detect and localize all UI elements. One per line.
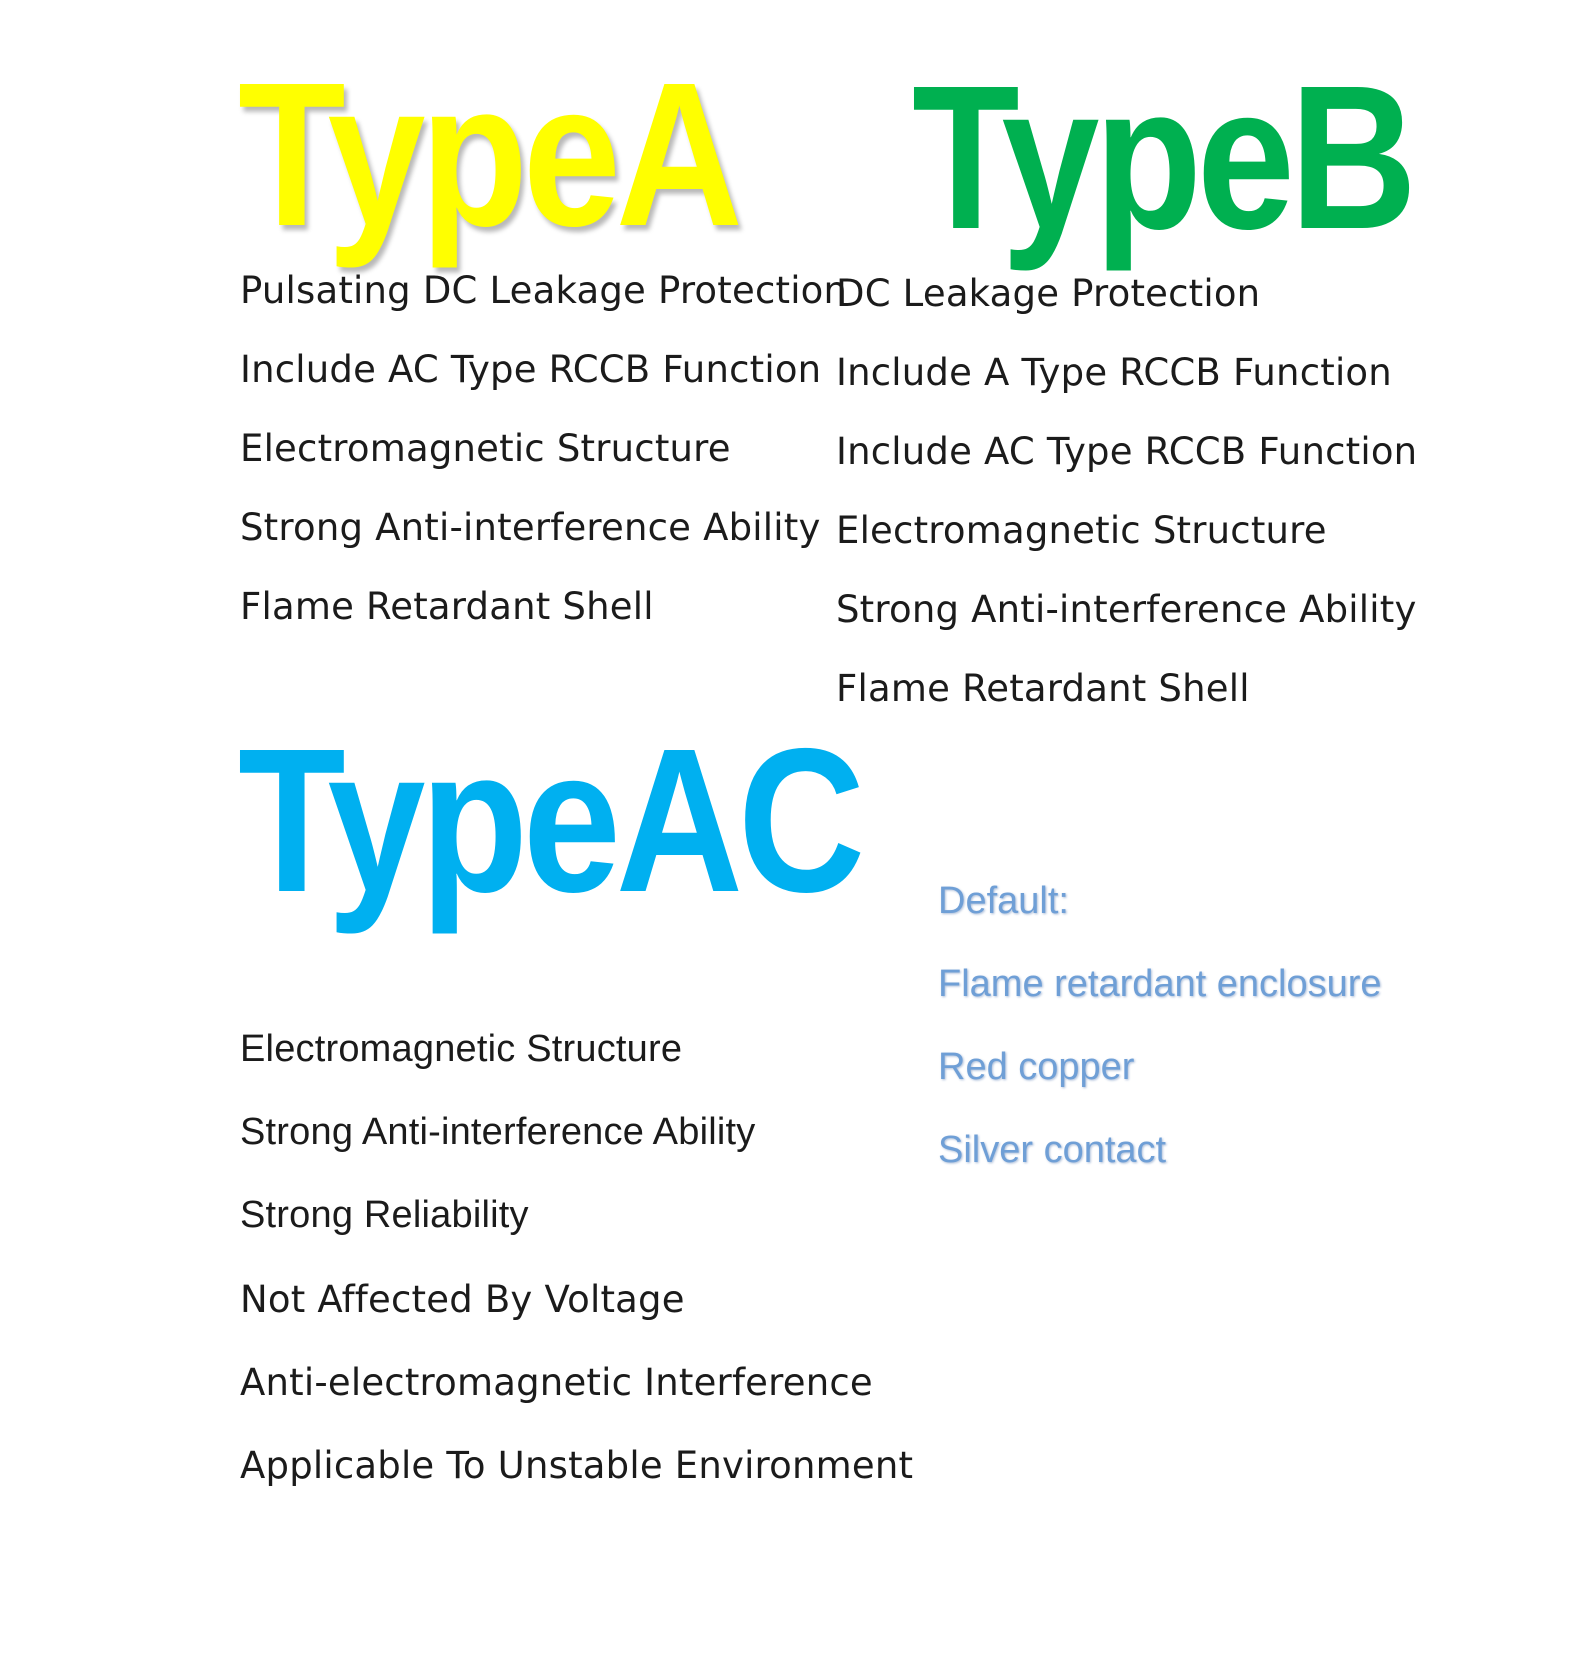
type-b-feature: Include AC Type RCCB Function <box>836 430 1418 473</box>
type-b-feature: Electromagnetic Structure <box>836 509 1327 552</box>
type-b-feature: Include A Type RCCB Function <box>836 351 1392 394</box>
type-ac-feature: Applicable To Unstable Environment <box>240 1444 914 1487</box>
type-ac-feature: Not Affected By Voltage <box>240 1278 685 1321</box>
default-item: Flame retardant enclosure <box>938 963 1382 1005</box>
type-ac-feature: Strong Reliability <box>240 1194 529 1236</box>
type-b-feature: Strong Anti-interference Ability <box>836 588 1417 631</box>
type-ac-title: TypeAC <box>238 706 861 935</box>
type-a-feature: Pulsating DC Leakage Protection <box>240 269 848 312</box>
type-a-feature: Strong Anti-interference Ability <box>240 506 821 549</box>
type-b-feature: Flame Retardant Shell <box>836 667 1250 710</box>
type-a-title: TypeA <box>238 40 738 269</box>
type-ac-feature: Anti-electromagnetic Interference <box>240 1361 873 1404</box>
default-heading: Default: <box>938 880 1069 922</box>
type-b-title: TypeB <box>912 43 1412 272</box>
type-ac-feature: Electromagnetic Structure <box>240 1028 683 1070</box>
type-b-feature: DC Leakage Protection <box>836 272 1261 315</box>
type-a-feature: Include AC Type RCCB Function <box>240 348 822 391</box>
type-a-feature: Flame Retardant Shell <box>240 585 654 628</box>
type-a-feature: Electromagnetic Structure <box>240 427 731 470</box>
default-item: Silver contact <box>938 1129 1167 1171</box>
default-item: Red copper <box>938 1046 1135 1088</box>
type-ac-feature: Strong Anti-interference Ability <box>240 1111 756 1153</box>
